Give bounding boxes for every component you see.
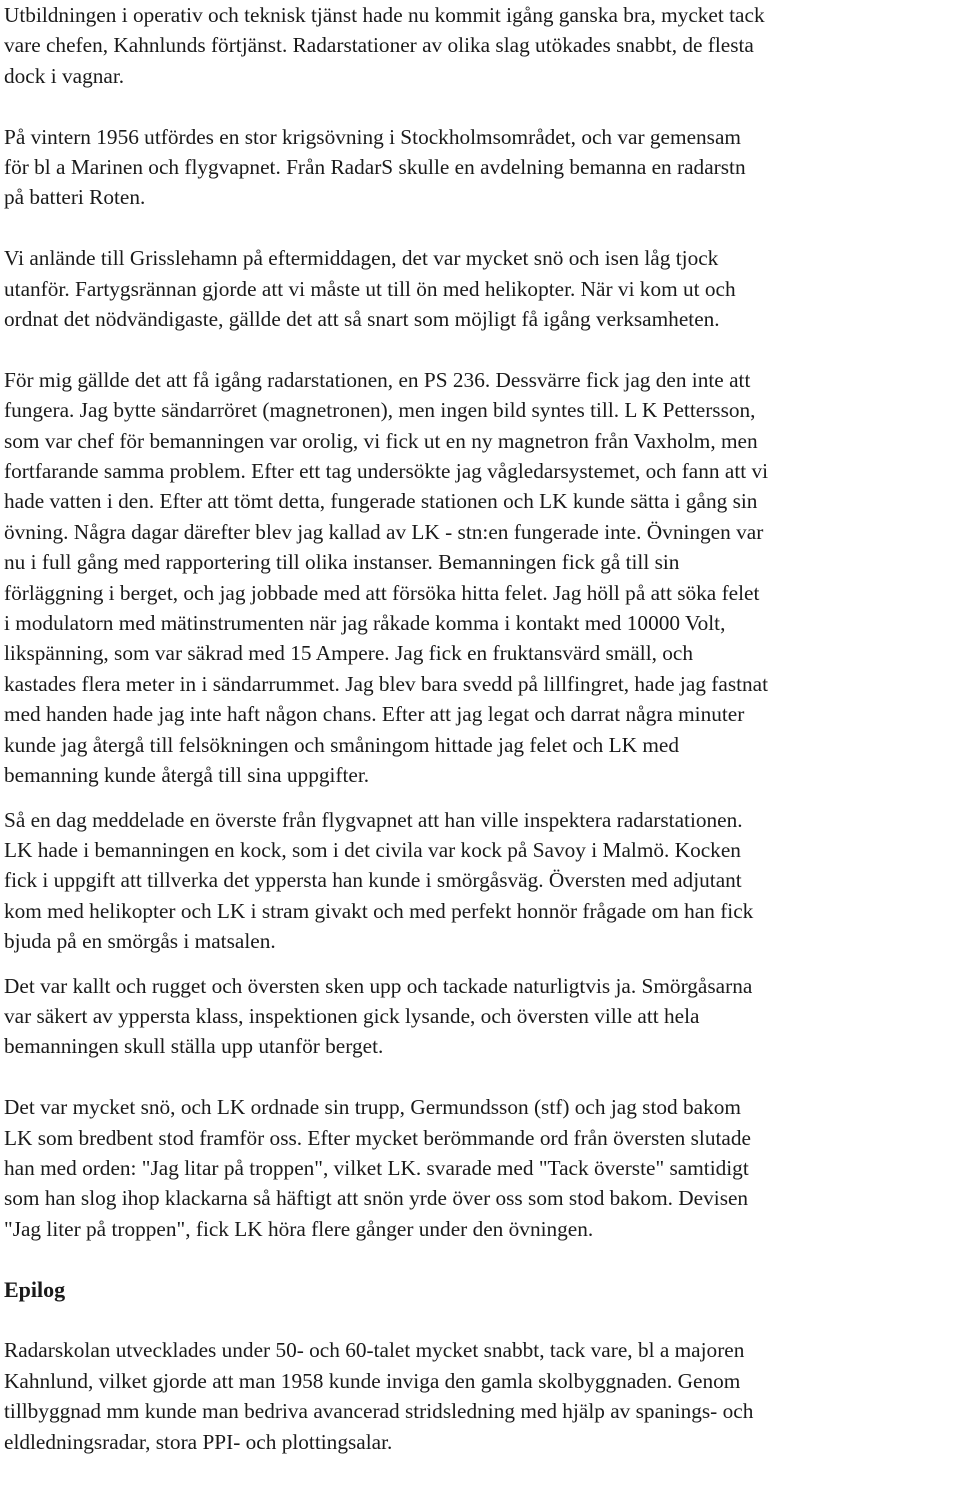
text-line: På vintern 1956 utfördes en stor krigsövning i Stockholmsområdet, och var gemensam: [4, 124, 741, 149]
text-line: kastades flera meter in i sändarrummet. Jag blev bara svedd på lillfingret, hade jag fastnat: [4, 671, 769, 696]
text-line: Det var kallt och rugget och översten sken upp och tackade naturligtvis ja. Smörgåsarna: [4, 973, 753, 998]
text-line: kom med helikopter och LK i stram givakt och med perfekt honnör frågade om han fick: [4, 898, 754, 923]
text-line: LK som bredbent stod framför oss. Efter mycket berömmande ord från översten slutade: [4, 1125, 751, 1150]
text-line: kunde jag återgå till felsökningen och småningom hittade jag felet och LK med: [4, 732, 680, 757]
text-line: Så en dag meddelade en överste från flygvapnet att han ville inspektera radarstationen.: [4, 807, 743, 832]
text-line: förläggning i berget, och jag jobbade med att försöka hitta felet. Jag höll på att söka felet: [4, 580, 760, 605]
text-line: För mig gällde det att få igång radarstationen, en PS 236. Dessvärre fick jag den inte att: [4, 367, 751, 392]
paragraph-colonel-visit: [4, 805, 958, 957]
paragraph-sandwiches: [4, 971, 958, 1062]
text-line: bemanning kunde återgå till sina uppgifter.: [4, 763, 370, 788]
text-line: fungera. Jag bytte sändarröret (magnetronen), men ingen bild syntes till. L K Pettersson,: [4, 398, 756, 423]
paragraph-training: [4, 0, 958, 91]
document-page: [4, 0, 958, 1457]
text-line: dock i vagnar.: [4, 63, 125, 88]
text-line: Det var mycket snö, och LK ordnade sin trupp, Germundsson (stf) och jag stod bakom: [4, 1095, 741, 1120]
text-line: nu i full gång med rapportering till olika instanser. Bemanningen fick gå till sin: [4, 550, 680, 575]
text-line: Radarskolan utvecklades under 50- och 60-talet mycket snabbt, tack vare, bl a majoren: [4, 1338, 745, 1363]
paragraph-epilog: [4, 1335, 958, 1457]
paragraph-troop: [4, 1092, 958, 1244]
text-line: Kahnlund, vilket gjorde att man 1958 kunde inviga den gamla skolbyggnaden. Genom: [4, 1368, 741, 1393]
text-line: var säkert av yppersta klass, inspektionen gick lysande, och översten ville att hela: [4, 1003, 700, 1028]
text-line: Utbildningen i operativ och teknisk tjänst hade nu kommit igång ganska bra, mycket tack: [4, 3, 765, 27]
text-line: fortfarande samma problem. Efter ett tag undersökte jag vågledarsystemet, och fann att vi: [4, 459, 769, 484]
text-line: utanför. Fartygsrännan gjorde att vi måste ut till ön med helikopter. När vi kom ut och: [4, 276, 736, 301]
text-line: han med orden: "Jag litar på troppen", vilket LK. svarade med "Tack överste" samtidigt: [4, 1155, 749, 1180]
text-line: hade vatten i den. Efter att tömt detta, fungerade stationen och LK kunde sätta i gång sin: [4, 489, 758, 514]
text-line: som han slog ihop klackarna så häftigt att snön yrde över oss som stod bakom. Devisen: [4, 1186, 749, 1211]
text-line: ordnat det nödvändigaste, gällde det att så snart som möjligt få igång verksamheten.: [4, 307, 720, 332]
text-line: "Jag liter på troppen", fick LK höra flere gånger under den övningen.: [4, 1216, 594, 1241]
text-line: på batteri Roten.: [4, 185, 146, 210]
text-line: övning. Några dagar därefter blev jag kallad av LK - stn:en fungerade inte. Övningen var: [4, 519, 764, 544]
text-line: bjuda på en smörgås i matsalen.: [4, 929, 276, 954]
paragraph-grisslehamn: [4, 243, 958, 334]
text-line: med handen hade jag inte haft någon chans. Efter att jag legat och darrat några minuter: [4, 702, 745, 727]
text-line: eldledningsradar, stora PPI- och plottingsalar.: [4, 1429, 393, 1454]
paragraph-radar-station: [4, 365, 958, 791]
text-line: fick i uppgift att tillverka det yppersta han kunde i smörgåsväg. Översten med adjutant: [4, 868, 742, 893]
text-line: likspänning, som var säkrad med 15 Ampere. Jag fick en fruktansvärd smäll, och: [4, 641, 694, 666]
text-line: LK hade i bemanningen en kock, som i det civila var kock på Savoy i Malmö. Kocken: [4, 837, 741, 862]
text-line: vare chefen, Kahnlunds förtjänst. Radarstationer av olika slag utökades snabbt, de flesta: [4, 33, 754, 58]
text-line: för bl a Marinen och flygvapnet. Från RadarS skulle en avdelning bemanna en radarstn: [4, 155, 746, 180]
text-line: i modulatorn med mätinstrumenten när jag råkade komma i kontakt med 10000 Volt,: [4, 611, 726, 636]
section-heading-epilog: Epilog: [4, 1276, 66, 1302]
text-line: som var chef för bemanningen var orolig, vi fick ut en ny magnetron från Vaxholm, men: [4, 428, 758, 453]
text-line: Vi anlände till Grisslehamn på eftermiddagen, det var mycket snö och isen låg tjock: [4, 246, 719, 271]
text-line: bemanningen skull ställa upp utanför berget.: [4, 1034, 384, 1059]
paragraph-exercise-1956: [4, 122, 958, 213]
text-line: tillbyggnad mm kunde man bedriva avancerad stridsledning med hjälp av spanings- och: [4, 1399, 754, 1424]
